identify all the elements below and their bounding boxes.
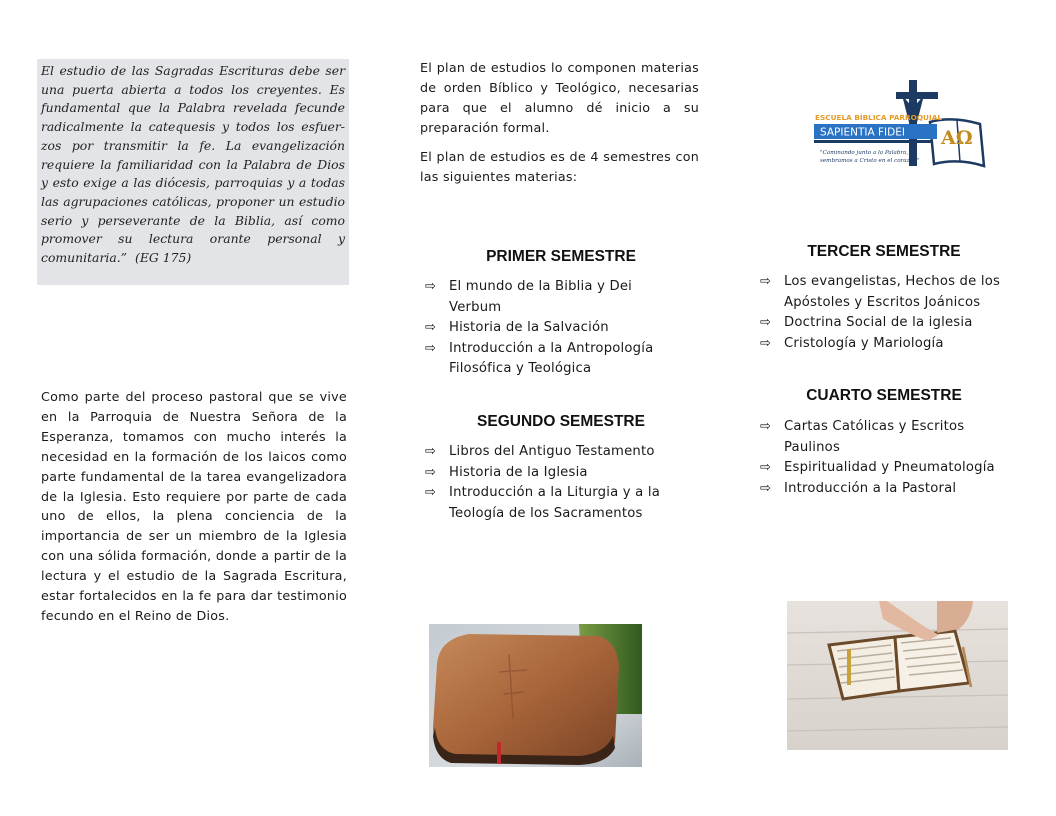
leather-bible-photo bbox=[429, 624, 642, 767]
course-label: Doctrina Social de la iglesia bbox=[784, 315, 973, 330]
list-item bbox=[760, 458, 1022, 479]
course-label: Introducción a la Pastoral bbox=[784, 480, 957, 496]
logo-underline bbox=[814, 140, 932, 143]
arrow-icon: ⇨ bbox=[760, 460, 772, 475]
open-bible-reading-photo bbox=[787, 601, 1008, 750]
list-item bbox=[425, 318, 685, 339]
list-item bbox=[425, 442, 685, 463]
semester-1-course-list bbox=[425, 277, 685, 380]
alpha-omega-monogram: AΩ bbox=[941, 127, 973, 149]
zipper-pull bbox=[497, 742, 501, 764]
arrow-icon: ⇨ bbox=[760, 335, 772, 351]
arrow-icon: ⇨ bbox=[760, 274, 772, 289]
bible-cover bbox=[433, 634, 619, 764]
logo-motto-line-1: "Caminando junto a la Palabra, bbox=[820, 150, 909, 156]
plan-paragraph-2: El plan de estudios es de 4 semestres con las siguientes materias: bbox=[420, 149, 699, 184]
semester-1-title: PRIMER SEMESTRE bbox=[486, 248, 636, 265]
list-item bbox=[760, 417, 984, 458]
list-item bbox=[760, 479, 1022, 500]
quote-text bbox=[41, 62, 345, 268]
logo-motto-line-2: sembramos a Cristo en el corazón" bbox=[820, 158, 920, 164]
semester-3-course-list bbox=[760, 272, 1022, 354]
bookmark-ribbon bbox=[847, 649, 851, 685]
course-label: Historia de la Salvación bbox=[449, 320, 609, 335]
semester-2-title: SEGUNDO SEMESTRE bbox=[477, 413, 645, 430]
list-item bbox=[760, 313, 1022, 334]
arrow-icon: ⇨ bbox=[425, 444, 437, 459]
arrow-icon: ⇨ bbox=[760, 315, 772, 330]
quote-body: El estudio de las Sagradas Escrituras debe ser una puerta abierta a todos los creyentes. Es fundamental que la Palabra revelada fecunde radicalmente la catequesis y todos los esfuer-zos por transmitir la fe. La evangelización requiere la familiaridad con la Palabra de Dios y esto exige a las diócesis, parroquias y a todas las agrupaciones católicas, proponer un estudio serio y perseverante de la Biblia, así como promover su lectura orante personal y comunitaria.” bbox=[41, 63, 345, 266]
logo-title: SAPIENTIA FIDEI bbox=[820, 126, 905, 139]
arrow-icon: ⇨ bbox=[425, 464, 437, 480]
quote-reference: (EG 175) bbox=[134, 250, 192, 266]
arrow-icon: ⇨ bbox=[425, 279, 437, 294]
arrow-icon: ⇨ bbox=[425, 340, 437, 356]
semester-2-course-list bbox=[425, 442, 685, 524]
course-label: Cristología y Mariología bbox=[784, 335, 944, 351]
list-item bbox=[425, 463, 685, 484]
course-label: Introducción a la Antropología Filosófica y Teológica bbox=[449, 340, 654, 376]
arrow-icon: ⇨ bbox=[760, 419, 772, 434]
course-label: Espiritualidad y Pneumatología bbox=[784, 460, 995, 475]
course-label: El mundo de la Biblia y Dei Verbum bbox=[449, 279, 633, 315]
arrow-icon: ⇨ bbox=[425, 320, 437, 335]
semester-3-title: TERCER SEMESTRE bbox=[807, 243, 961, 260]
arrow-icon: ⇨ bbox=[425, 485, 437, 500]
list-item bbox=[425, 483, 685, 524]
semester-4-course-list bbox=[760, 417, 1022, 499]
list-item bbox=[760, 334, 1022, 355]
arrow-icon: ⇨ bbox=[760, 480, 772, 496]
course-label: Libros del Antiguo Testamento bbox=[449, 444, 655, 459]
school-logo bbox=[812, 78, 988, 170]
list-item bbox=[425, 339, 685, 380]
plan-paragraph-1: El plan de estudios lo componen materias de orden Bíblico y Teológico, necesarias para que el alumno dé inicio a su preparación formal. bbox=[420, 60, 699, 135]
course-label: Historia de la Iglesia bbox=[449, 464, 588, 480]
logo-school-name: ESCUELA BÍBLICA PARROQUIAL bbox=[815, 113, 942, 122]
bible-left-page bbox=[829, 637, 899, 699]
list-item bbox=[425, 277, 639, 318]
intro-paragraph: Como parte del proceso pastoral que se vive en la Parroquia de Nuestra Señora de la Esperanza, tomamos con mucho interés la necesidad en la formación de los laicos como parte fundamental de la tarea evangelizadora de la Iglesia. Esto requiere por parte de cada uno de ellos, la plena conciencia de la importancia de ser un miembro de la Iglesia con una sólida formación, donde a partir de la lectura y el estudio de la Sagrada Escritura, estar fortalecidos en la fe para dar testimonio fecundo en el Reino de Dios. bbox=[41, 389, 347, 623]
list-item bbox=[760, 272, 1022, 313]
plan-section bbox=[420, 58, 699, 196]
semester-4-title: CUARTO SEMESTRE bbox=[806, 387, 962, 404]
course-label: Cartas Católicas y Escritos Paulinos bbox=[784, 419, 965, 455]
quote-box bbox=[37, 59, 349, 285]
course-label: Los evangelistas, Hechos de los Apóstoles y Escritos Joánicos bbox=[784, 274, 1001, 310]
course-label: Introducción a la Liturgia y a la Teología de los Sacramentos bbox=[449, 485, 660, 521]
